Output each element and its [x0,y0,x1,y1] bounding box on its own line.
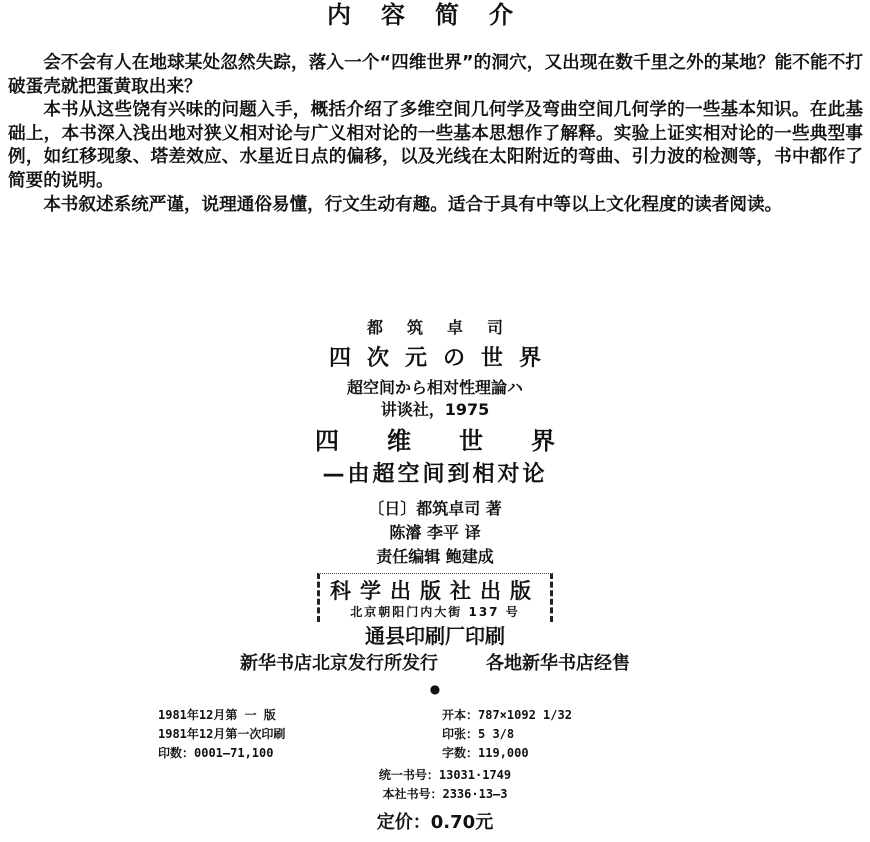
summary-paragraph-3: 本书叙述系统严谨，说理通俗易懂，行文生动有趣。适合于具有中等以上文化程度的读者阅读。 [43,194,783,215]
price: 定价：0.70元 [376,812,494,833]
house-book-number: 本社书号：2336·13—3 [382,787,508,801]
summary-heading: 内容简介 [327,1,543,29]
author-credit: 〔日〕都筑卓司 著 [368,499,502,518]
summary-text [8,52,863,217]
edition-date: 1981年12月第 一 版 [158,708,276,722]
spec-row [158,706,718,725]
original-author: 都筑卓司 [366,318,527,337]
editor-credit: 责任编辑 鲍建成 [376,547,494,566]
format-size: 开本：787×1092 1/32 [442,708,572,722]
printer-line: 通县印刷厂印刷 [365,624,505,648]
unified-book-number: 统一书号：13031·1749 [378,768,512,782]
publisher-address: 北京朝阳门内大街 137 号 [350,605,520,619]
separator-dot: ● [429,682,441,696]
imprint-block [0,316,870,696]
print-run: 印数：0001—71,100 [158,746,274,760]
translator-credit: 陈濬 李平 译 [389,523,481,542]
original-title: 四次元の世界 [328,346,557,371]
publisher-name: 科学出版社出版 [330,579,540,603]
distributor: 新华书店北京发行所发行 [240,653,438,674]
printed-sheets: 印张：5 3/8 [442,727,515,741]
spec-row [158,725,718,744]
printing-date: 1981年12月第一次印刷 [158,727,286,741]
original-publisher-year: 讲谈社，1975 [380,400,490,419]
distribution-line [0,650,870,678]
publisher-stamp [317,573,553,622]
book-subtitle: —由超空间到相对论 [322,462,548,487]
edition-specs [158,706,718,763]
summary-paragraph-1: 会不会有人在地球某处忽然失踪，落入一个“四维世界”的洞穴，又出现在数千里之外的某地？能不能不打破蛋壳就把蛋黄取出来？ [8,53,863,97]
word-count: 字数：119,000 [442,746,529,760]
summary-paragraph-2: 本书从这些饶有兴味的问题入手，概括介绍了多维空间几何学及弯曲空间几何学的一些基本知识。在此基础上，本书深入浅出地对狭义相对论与广义相对论的一些基本思想作了解释。实验上证实相对论的一些典型事例，如红移现象、塔差效应、水星近日点的偏移，以及光线在太阳附近的弯曲、引力波的检测等，书中都作了简要的说明。 [8,100,863,191]
seller: 各地新华书店经售 [486,653,630,674]
spec-row [158,744,718,763]
book-numbers [0,766,870,804]
book-title: 四维世界 [315,427,603,455]
original-subtitle: 超空间から相对性理論ハ [346,378,523,397]
